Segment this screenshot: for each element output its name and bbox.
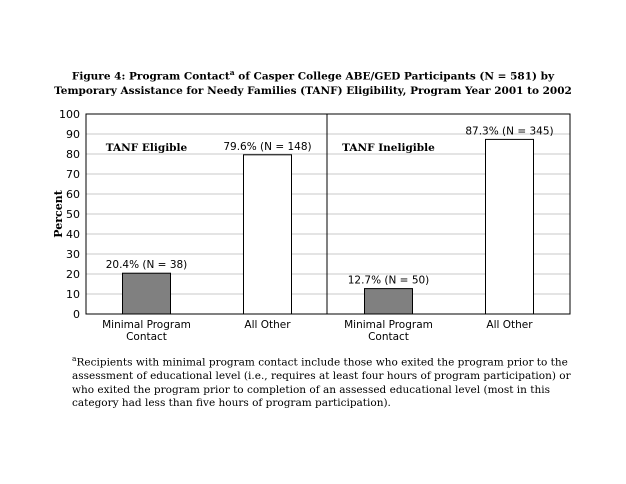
y-tick-label: 60: [66, 188, 80, 201]
x-category-label: All Other: [244, 319, 291, 331]
y-tick-label: 80: [66, 148, 80, 161]
panel-label: TANF Eligible: [105, 142, 188, 154]
bars: [123, 139, 534, 314]
bar: [486, 139, 534, 314]
y-tick-label: 10: [66, 288, 80, 301]
y-tick-label: 20: [66, 268, 80, 281]
x-category-label: Minimal Program: [102, 319, 191, 331]
panel-label: TANF Ineligible: [342, 142, 435, 154]
bar-value-label: 87.3% (N = 345): [465, 125, 554, 138]
bar: [123, 273, 171, 314]
x-category-label: All Other: [486, 319, 533, 331]
y-tick-label: 0: [73, 308, 80, 321]
y-tick-label: 100: [59, 108, 80, 121]
bar-value-label: 20.4% (N = 38): [105, 259, 188, 272]
footnote: $^a$Recipients with minimal program contact include those who exited the program prior to the assessment of educational level (i.e., requires at least four hours of program participation) or who exited the program prior to completion of an assessed educational level (most in this category had less than five hours of program participation).: [72, 354, 571, 409]
y-tick-label: 70: [66, 168, 80, 181]
y-tick-label: 30: [66, 248, 80, 261]
bar: [244, 155, 292, 314]
bar-value-label: 79.6% (N = 148): [223, 140, 312, 153]
chart-title-line-2: Temporary Assistance for Needy Families (TANF) Eligibility, Program Year 2001 to 2002: [54, 84, 572, 97]
y-axis-label: Percent: [52, 190, 65, 238]
chart-title-line-1: Figure 4: Program Contact$^a$ of Casper College ABE/GED Participants (N = 581) by: [71, 68, 555, 83]
category-labels: [102, 319, 533, 343]
y-tick-label: 50: [66, 208, 80, 221]
y-tick-label: 40: [66, 228, 80, 241]
x-category-label: Contact: [126, 331, 167, 343]
x-category-label: Contact: [368, 331, 409, 343]
bar: [365, 289, 413, 314]
x-category-label: Minimal Program: [344, 319, 433, 331]
y-tick-label: 90: [66, 128, 80, 141]
bar-value-label: 12.7% (N = 50): [347, 274, 430, 287]
